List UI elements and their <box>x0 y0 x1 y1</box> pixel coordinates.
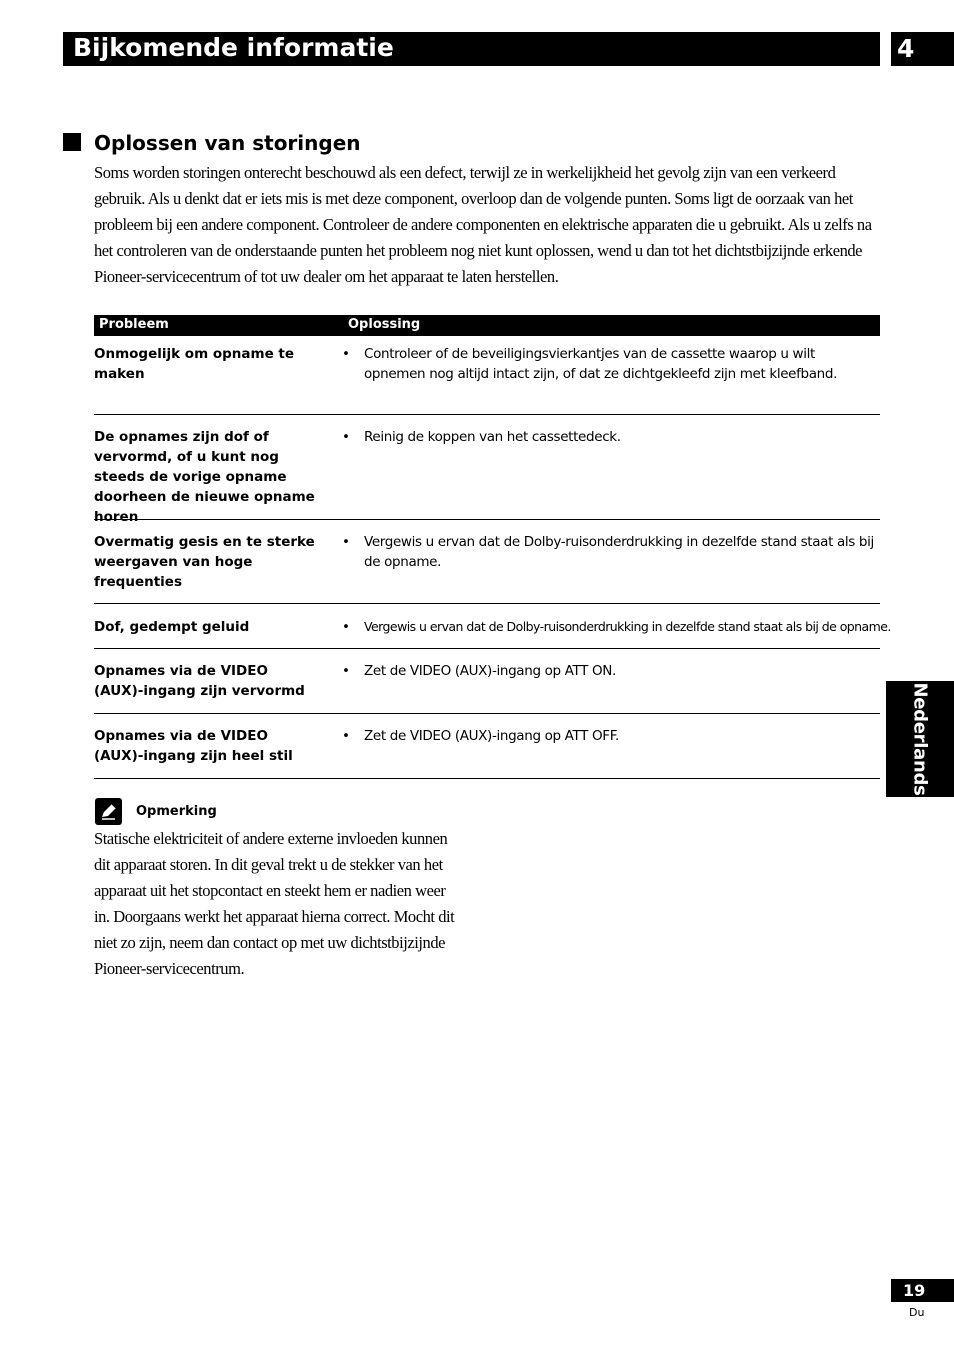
column-header-solution: Oplossing <box>348 317 421 332</box>
problem-cell: Opnames via de VIDEO (AUX)-ingang zijn heel stil <box>94 728 293 764</box>
note-label: Opmerking <box>136 804 217 819</box>
language-tab-label: Nederlands <box>909 682 931 796</box>
table-row <box>94 604 891 649</box>
problem-cell: Overmatig gesis en te sterke weergaven van hoge frequenties <box>94 534 315 590</box>
solution-cell: Vergewis u ervan dat de Dolby-ruisonderdrukking in dezelfde stand staat als bij de opname. <box>364 619 891 634</box>
solution-cell: Reinig de koppen van het cassettedeck. <box>364 429 621 445</box>
problem-cell: Opnames via de VIDEO (AUX)-ingang zijn vervormd <box>94 663 305 699</box>
section-marker <box>63 133 81 151</box>
problem-cell: Onmogelijk om opname te maken <box>94 346 295 382</box>
language-code: Du <box>909 1306 925 1319</box>
chapter-title: Bijkomende informatie <box>73 33 394 62</box>
table-row <box>94 520 880 604</box>
chapter-title-bar <box>63 32 880 66</box>
bullet: • <box>342 619 350 635</box>
solution-cell: Vergewis u ervan dat de Dolby-ruisonderdrukking in dezelfde stand staat als bij de opname. <box>364 534 874 570</box>
note-text: Statische elektriciteit of andere externe invloeden kunnen dit apparaat storen. In dit geval trekt u de stekker van het apparaat uit het stopcontact en steekt hem er nadien weer in. Doorgaans werkt het apparaat hierna correct. Mocht dit niet zo zijn, neem dan contact op met uw dichtstbijzijnde Pioneer-servicecentrum. <box>94 829 455 978</box>
table-header <box>94 315 880 336</box>
page-number: 19 <box>891 1279 954 1302</box>
solution-cell: Controleer of de beveiligingsvierkantjes van de cassette waarop u wilt opnemen nog altijd intact zijn, of dat ze dichtgekleefd zijn met kleefband. <box>364 346 838 382</box>
chapter-number: 4 <box>891 32 954 66</box>
problem-cell: Dof, gedempt geluid <box>94 619 250 635</box>
bullet: • <box>342 429 350 445</box>
section-title: Oplossen van storingen <box>94 131 361 155</box>
bullet: • <box>342 534 350 550</box>
table-row <box>94 649 880 714</box>
table-row <box>94 415 880 525</box>
problem-cell: De opnames zijn dof of vervormd, of u kunt nog steeds de vorige opname doorheen de nieuwe opname horen <box>94 429 315 525</box>
pencil-note-icon <box>95 798 122 825</box>
solution-cell: Zet de VIDEO (AUX)-ingang op ATT OFF. <box>364 728 619 744</box>
table-row <box>94 714 880 779</box>
solution-cell: Zet de VIDEO (AUX)-ingang op ATT ON. <box>364 663 616 679</box>
table-row <box>94 336 880 415</box>
bullet: • <box>342 346 350 362</box>
bullet: • <box>342 663 350 679</box>
bullet: • <box>342 728 350 744</box>
column-header-problem: Probleem <box>99 317 169 332</box>
intro-paragraph: Soms worden storingen onterecht beschouwd als een defect, terwijl ze in werkelijkheid het gevolg zijn van een verkeerd gebruik. Als u denkt dat er iets mis is met deze component, overloop dan de volgende punten. Soms ligt de oorzaak van het probleem bij een andere component. Controleer de andere componenten en elektrische apparaten die u gebruikt. Als u zelfs na het controleren van de onderstaande punten het probleem nog niet kunt oplossen, wend u dan tot het dichtstbijzijnde erkende Pioneer-servicecentrum of tot uw dealer om het apparaat te laten herstellen. <box>94 163 872 286</box>
language-side-tab <box>886 681 954 797</box>
